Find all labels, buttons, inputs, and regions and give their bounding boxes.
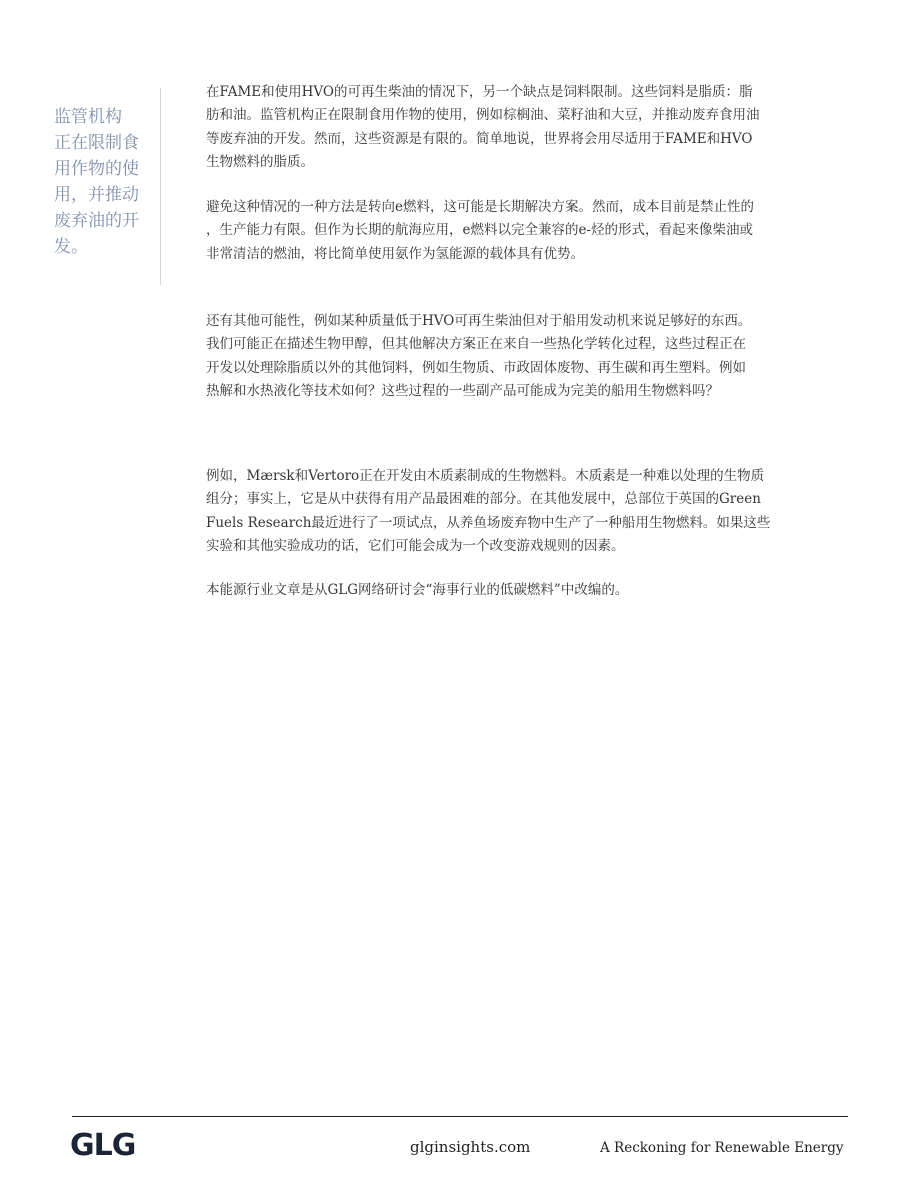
paragraph-line: 实验和其他实验成功的话，它们可能会成为一个改变游戏规则的因素。 (206, 537, 625, 554)
footer-tagline: A Reckoning for Renewable Energy (600, 1140, 844, 1156)
body-paragraph-5 (206, 579, 802, 602)
paragraph-line: 还有其他可能性，例如某种质量低于HVO可再生柴油但对于船用发动机来说足够好的东西。 (206, 313, 752, 329)
pull-quote-line: 用作物的使 (54, 159, 139, 179)
pull-quote-divider (160, 88, 161, 285)
paragraph-line: 我们可能正在描述生物甲醇，但其他解决方案正在来自一些热化学转化过程，这些过程正在 (206, 336, 746, 353)
pull-quote-line: 监管机构 (54, 107, 122, 127)
body-paragraph-3 (206, 310, 802, 403)
paragraph-line: 非常清洁的燃油，将比简单使用氨作为氢能源的载体具有优势。 (206, 245, 584, 262)
glg-logo: GLG (70, 1128, 136, 1163)
body-paragraph-2 (206, 196, 802, 266)
pull-quote-line: 正在限制食 (54, 133, 139, 153)
paragraph-line: 肪和油。监管机构正在限制食用作物的使用，例如棕榈油、菜籽油和大豆，并推动废弃食用油 (206, 107, 760, 124)
paragraph-line: 组分；事实上，它是从中获得有用产品最困难的部分。在其他发展中，总部位于英国的Green (206, 491, 761, 508)
paragraph-line: ，生产能力有限。但作为长期的航海应用，e燃料以完全兼容的e-烃的形式，看起来像柴油或 (206, 222, 754, 239)
paragraph-line: 本能源行业文章是从GLG网络研讨会“海事行业的低碳燃料”中改编的。 (206, 582, 629, 598)
body-paragraph-4 (206, 465, 802, 558)
paragraph-line: 生物燃料的脂质。 (206, 153, 314, 170)
paragraph-line: 在FAME和使用HVO的可再生柴油的情况下，另一个缺点是饲料限制。这些饲料是脂质：脂 (206, 84, 753, 100)
body-paragraph-1 (206, 81, 802, 174)
paragraph-line: 热解和水热液化等技术如何？这些过程的一些副产品可能成为完美的船用生物燃料吗？ (206, 382, 719, 399)
footer-divider (72, 1116, 848, 1117)
paragraph-line: 避免这种情况的一种方法是转向e燃料，这可能是长期解决方案。然而，成本目前是禁止性的 (206, 199, 754, 215)
paragraph-line: 等废弃油的开发。然而，这些资源是有限的。简单地说，世界将会用尽适用于FAME和HVO (206, 130, 753, 147)
footer-website: glginsights.com (410, 1138, 531, 1156)
pull-quote-line: 废弃油的开 (54, 211, 139, 231)
paragraph-line: 开发以处理除脂质以外的其他饲料，例如生物质、市政固体废物、再生碳和再生塑料。例如 (206, 359, 746, 376)
pull-quote-line: 用，并推动 (54, 185, 139, 205)
paragraph-line: Fuels Research最近进行了一项试点，从养鱼场废弃物中生产了一种船用生物燃料。如果这些 (206, 514, 771, 531)
pull-quote (54, 104, 150, 260)
pull-quote-line: 发。 (54, 237, 88, 257)
paragraph-line: 例如，Mærsk和Vertoro正在开发由木质素制成的生物燃料。木质素是一种难以处理的生物质 (206, 468, 765, 484)
